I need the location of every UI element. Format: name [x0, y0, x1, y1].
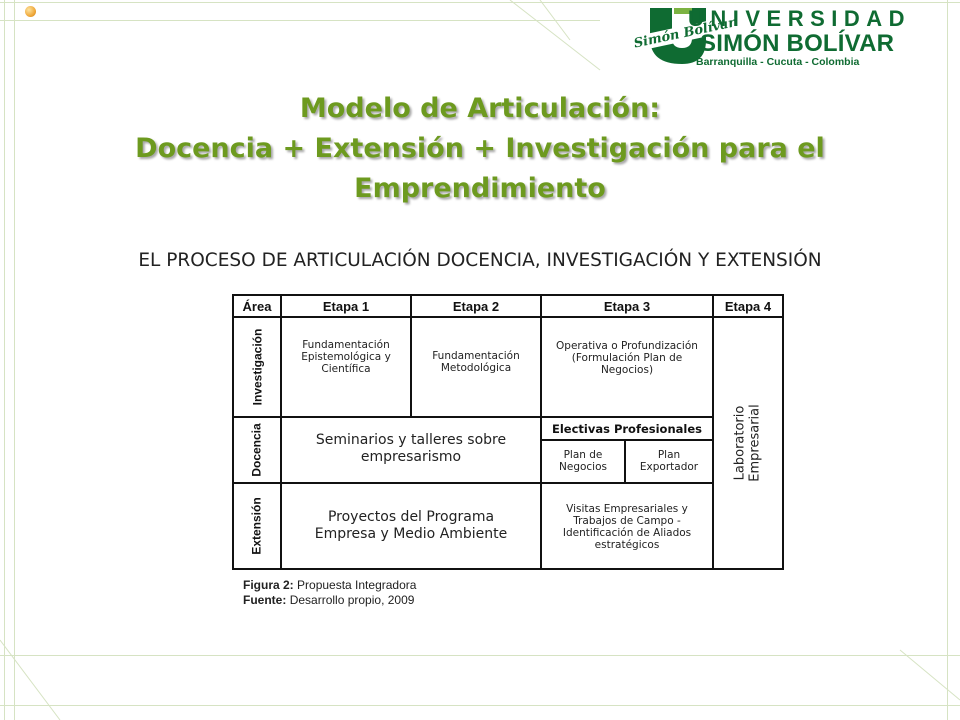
grid-line: [542, 439, 712, 441]
header-etapa-3: Etapa 3: [603, 298, 651, 314]
articulation-table-figure: [232, 294, 784, 570]
grid-line: [624, 439, 626, 482]
grid-line: [234, 482, 714, 484]
grid-line: [234, 316, 782, 318]
row-label-docencia: Docencia: [250, 423, 265, 477]
row-label-investigacion-cell: [234, 318, 280, 416]
logo-university-text: UNIVERSIDAD: [688, 6, 912, 31]
row-label-extension-cell: [234, 484, 280, 568]
slide-title: [0, 89, 960, 209]
caption-figure-line: [243, 578, 416, 593]
cell-docencia-etapa-1-2: Seminarios y talleres sobre empresarismo: [315, 432, 507, 465]
cell-etapa-4: [714, 318, 782, 568]
header-etapa-4: Etapa 4: [724, 298, 772, 314]
cell-etapa-4-text: Laboratorio Empresarial: [733, 404, 764, 482]
logo-simon-bolivar-text: SIMÓN BOLÍVAR: [700, 30, 895, 57]
cell-docencia-plan-negocios: Plan de Negocios: [559, 449, 607, 473]
logo-signature: Simón Bolívar: [632, 15, 737, 52]
cell-docencia-plan-exportador: Plan Exportador: [639, 449, 699, 473]
header-area: Área: [242, 298, 272, 314]
row-label-investigacion: Investigación: [250, 328, 264, 406]
caption-figure-label: Figura 2:: [243, 578, 294, 592]
slide-subtitle: EL PROCESO DE ARTICULACIÓN DOCENCIA, INVESTIGACIÓN Y EXTENSIÓN: [138, 250, 822, 271]
cell-investigacion-etapa-1: Fundamentación Epistemológica y Científica: [301, 339, 391, 375]
cell-investigacion-etapa-2: Fundamentación Metodológica: [432, 350, 520, 374]
row-label-extension: Extensión: [250, 497, 265, 555]
caption-source-label: Fuente:: [243, 593, 287, 607]
cell-investigacion-etapa-3: Operativa o Profundización (Formulación Plan de Negocios): [556, 340, 698, 376]
orange-bullet-dot: [25, 6, 36, 17]
header-etapa-1: Etapa 1: [322, 298, 370, 314]
cell-extension-etapa-1-2: Proyectos del Programa Empresa y Medio Ambiente: [314, 509, 508, 542]
grid-line: [280, 296, 282, 568]
figure-caption: [243, 578, 416, 608]
caption-source-line: [243, 593, 416, 608]
header-etapa-2: Etapa 2: [452, 298, 500, 314]
title-line-2: Docencia + Extensión + Investigación para el: [135, 133, 825, 164]
caption-source-text: Desarrollo propio, 2009: [289, 593, 415, 607]
title-line-1: Modelo de Articulación:: [299, 93, 661, 124]
cell-docencia-electivas: Electivas Profesionales: [552, 421, 702, 436]
logo-cities-text: Barranquilla - Cucuta - Colombia: [696, 56, 860, 68]
cell-extension-etapa-3: Visitas Empresariales y Trabajos de Campo - Identificación de Aliados estratégicos: [562, 503, 692, 551]
caption-figure-text: Propuesta Integradora: [297, 578, 417, 592]
row-label-docencia-cell: [234, 418, 280, 482]
title-line-3: Emprendimiento: [354, 173, 606, 204]
